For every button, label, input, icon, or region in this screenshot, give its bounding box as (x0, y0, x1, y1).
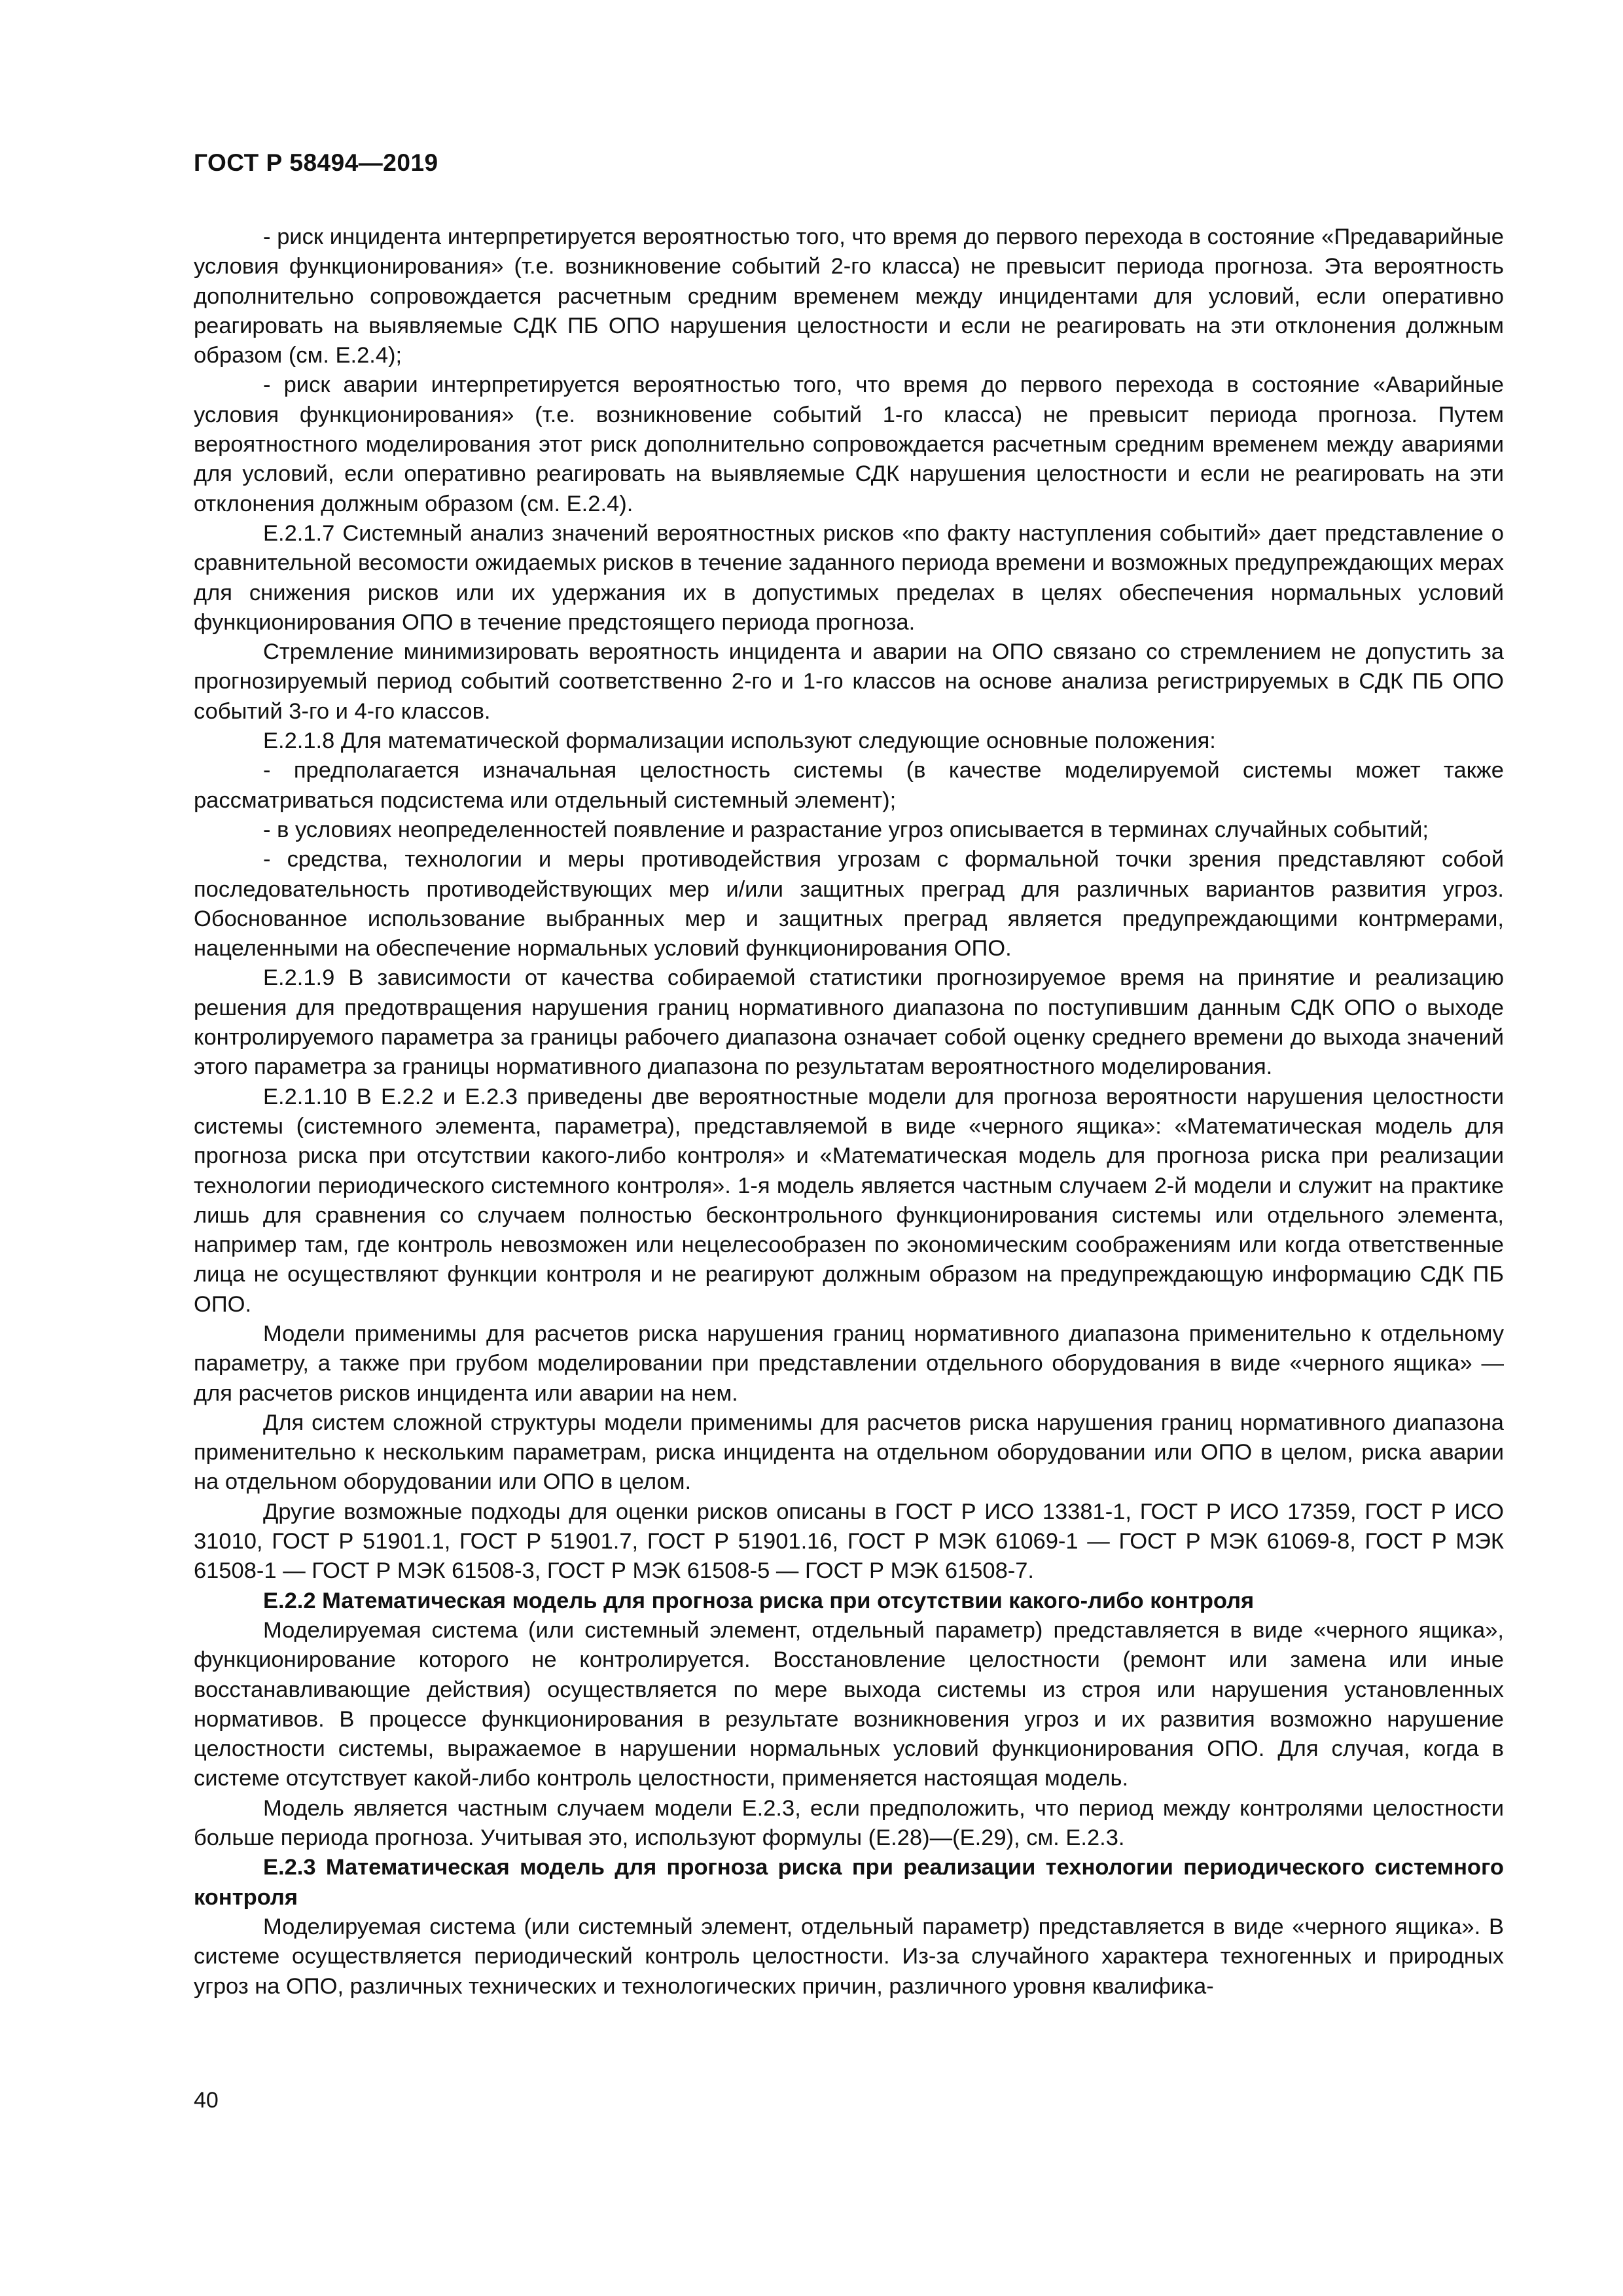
paragraph-uncertainty: - в условиях неопределенностей появление и разрастание угроз описывается в терминах случайных событий; (263, 817, 1429, 842)
paragraph-e2-1-10: Е.2.1.10 В Е.2.2 и Е.2.3 приведены две вероятностные модели для прогноза вероятности нарушения целостности системы (системного элемента, параметра), представляемой в виде «черного ящика»: «Математическая модель для прогноза риска при отсутствии какого-либо контроля» и «Математическая модель для прогноза риска при реализации технологии периодического системного контроля». 1-я модель является частным случаем 2-й модели и служит на практике лишь для сравнения со случаем полностью бесконтрольного функционирования системы или отдельного элемента, например там, где контроль невозможен или нецелесообразен по экономическим соображениям или когда ответственные лица не осуществляют функции контроля и не реагируют должным образом на предупреждающую информацию СДК ПБ ОПО. (194, 1084, 1504, 1317)
paragraph-periodic-control-model: Моделируемая система (или системный элемент, отдельный параметр) представляется в виде «черного ящика». В системе осуществляется периодический контроль целостности. Из-за случайного характера техногенных и природных угроз на ОПО, различных технических и технологических причин, различного уровня квалифика- (194, 1914, 1504, 1999)
paragraph-countermeasures: - средства, технологии и меры противодействия угрозам с формальной точки зрения представляют собой последовательность противодействующих мер и/или защитных преград для различных вариантов развития угроз. Обоснованное использование выбранных мер и защитных преград является предупреждающими контрмерами, нацеленными на обеспечение нормальных условий функционирования ОПО. (194, 847, 1504, 961)
paragraph-minimize-probability: Стремление минимизировать вероятность инцидента и аварии на ОПО связано со стремлением не допустить за прогнозируемый период событий соответственно 2-го и 1-го классов на основе анализа регистрируемых в СДК ПБ ОПО событий 3-го и 4-го классов. (194, 639, 1504, 724)
paragraph-models-applicable: Модели применимы для расчетов риска нарушения границ нормативного диапазона применительно к отдельному параметру, а также при грубом моделировании при представлении отдельного оборудования в виде «черного ящика» — для расчетов рисков инцидента или аварии на нем. (194, 1321, 1504, 1406)
document-code-header: ГОСТ Р 58494—2019 (194, 149, 438, 176)
paragraph-e2-1-9: Е.2.1.9 В зависимости от качества собираемой статистики прогнозируемое время на принятие и реализацию решения для предотвращения нарушения границ нормативного диапазона по поступившим данным СДК ОПО о выходе контролируемого параметра за границы рабочего диапазона означает собой оценку среднего времени до выхода значений этого параметра за границы нормативного диапазона по результатам вероятностного моделирования. (194, 965, 1504, 1080)
paragraph-accident-risk: - риск аварии интерпретируется вероятностью того, что время до первого перехода в состояние «Аварийные условия функционирования» (т.е. возникновение событий 1-го класса) не превысит периода прогноза. Путем вероятностного моделирования этот риск дополнительно сопровождается расчетным средним временем между авариями для условий, если оперативно реагировать на выявляемые СДК нарушения целостности и если не реагировать на эти отклонения должным образом (см. Е.2.4). (194, 372, 1504, 516)
paragraph-other-approaches: Другие возможные подходы для оценки рисков описаны в ГОСТ Р ИСО 13381-1, ГОСТ Р ИСО 17359, ГОСТ Р ИСО 31010, ГОСТ Р 51901.1, ГОСТ Р 51901.7, ГОСТ Р 51901.16, ГОСТ Р МЭК 61069-1 — ГОСТ Р МЭК 61069-8, ГОСТ Р МЭК 61508-1 — ГОСТ Р МЭК 61508-3, ГОСТ Р МЭК 61508-5 — ГОСТ Р МЭК 61508-7. (194, 1499, 1504, 1584)
page-number: 40 (194, 2088, 219, 2113)
paragraph-complex-systems: Для систем сложной структуры модели применимы для расчетов риска нарушения границ нормативного диапазона применительно к нескольким параметрам, риска инцидента на отдельном оборудовании или ОПО в целом, риска аварии на отдельном оборудовании или ОПО в целом. (194, 1410, 1504, 1495)
paragraph-no-control-model: Моделируемая система (или системный элемент, отдельный параметр) представляется в виде «черного ящика», функционирование которого не контролируется. Восстановление целостности (ремонт или замена или иные восстанавливающие действия) осуществляется по мере выхода системы из строя или нарушения установленных нормативов. В процессе функционирования в результате возникновения угроз и их развития возможно нарушение целостности системы, выражаемое в нарушении нормальных условий функционирования ОПО. Для случая, когда в системе отсутствует какой-либо контроль целостности, применяется настоящая модель. (194, 1617, 1504, 1791)
paragraph-e2-1-7: Е.2.1.7 Системный анализ значений вероятностных рисков «по факту наступления событий» дает представление о сравнительной весомости ожидаемых рисков в течение заданного периода времени и возможных предупреждающих мерах для снижения рисков или их удержания их в допустимых пределах в целях обеспечения нормальных условий функционирования ОПО в течение предстоящего периода прогноза. (194, 520, 1504, 635)
paragraph-system-integrity: - предполагается изначальная целостность системы (в качестве моделируемой системы может также рассматриваться подсистема или отдельный системный элемент); (194, 758, 1504, 813)
heading-e2-2: Е.2.2 Математическая модель для прогноза риска при отсутствии какого-либо контроля (263, 1588, 1255, 1613)
body-text (194, 223, 1504, 2001)
paragraph-special-case: Модель является частным случаем модели Е.2.3, если предположить, что период между контролями целостности больше периода прогноза. Учитывая это, используют формулы (Е.28)—(Е.29), см. Е.2.3. (194, 1795, 1504, 1851)
paragraph-incident-risk: - риск инцидента интерпретируется вероятностью того, что время до первого перехода в состояние «Предаварийные условия функционирования» (т.е. возникновение событий 2-го класса) не превысит периода прогноза. Эта вероятность дополнительно сопровождается расчетным средним временем между инцидентами для условий, если оперативно реагировать на выявляемые СДК ПБ ОПО нарушения целостности и если не реагировать на эти отклонения должным образом (см. Е.2.4); (194, 224, 1504, 368)
paragraph-e2-1-8: Е.2.1.8 Для математической формализации используют следующие основные положения: (263, 728, 1216, 754)
heading-e2-3: Е.2.3 Математическая модель для прогноза риска при реализации технологии периодического системного контроля (194, 1855, 1504, 1910)
